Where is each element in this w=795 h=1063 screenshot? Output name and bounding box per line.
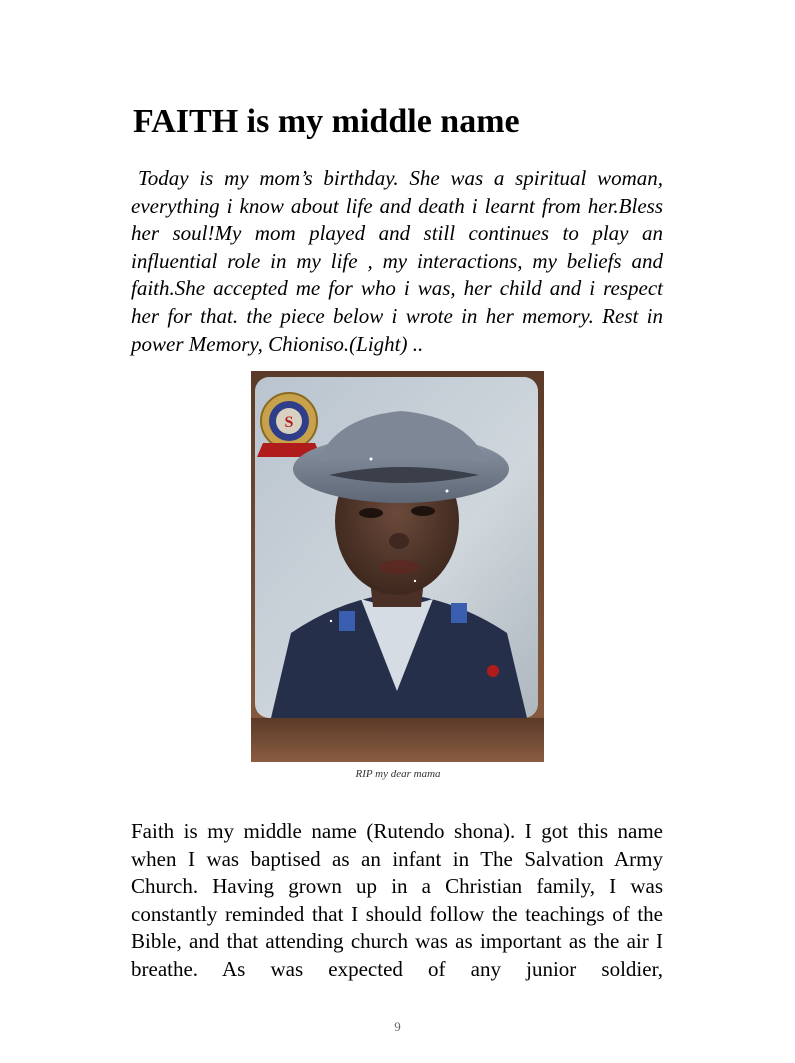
- intro-paragraph: Today is my mom’s birthday. She was a spiritual woman, everything i know about life and death i learnt from her.Bless her soul!My mom played and still continues to play an influential role in my life , my interactions, my beliefs and faith.She accepted me for who i was, her child and i respect her for that. the piece below i wrote in her memory. Rest in power Memory, Chioniso.(Light) ..: [131, 166, 663, 356]
- photo-caption: RIP my dear mama: [355, 768, 441, 780]
- page-title: FAITH is my middle name: [133, 103, 520, 140]
- body-paragraph: Faith is my middle name (Rutendo shona). I got this name when I was baptised as an infant in The Salvation Army Church. Having grown up in a Christian family, I was constantly reminded that I should follow the teachings of the Bible, and that attending church was as important as the air I breathe. As was expected of any junior soldier,: [131, 819, 663, 981]
- portrait-photo-image: [251, 371, 544, 762]
- salvation-army-crest-icon: [257, 393, 321, 457]
- page-number: 9: [394, 1019, 401, 1034]
- svg-text:S: S: [284, 414, 294, 431]
- memorial-photo: [251, 371, 544, 762]
